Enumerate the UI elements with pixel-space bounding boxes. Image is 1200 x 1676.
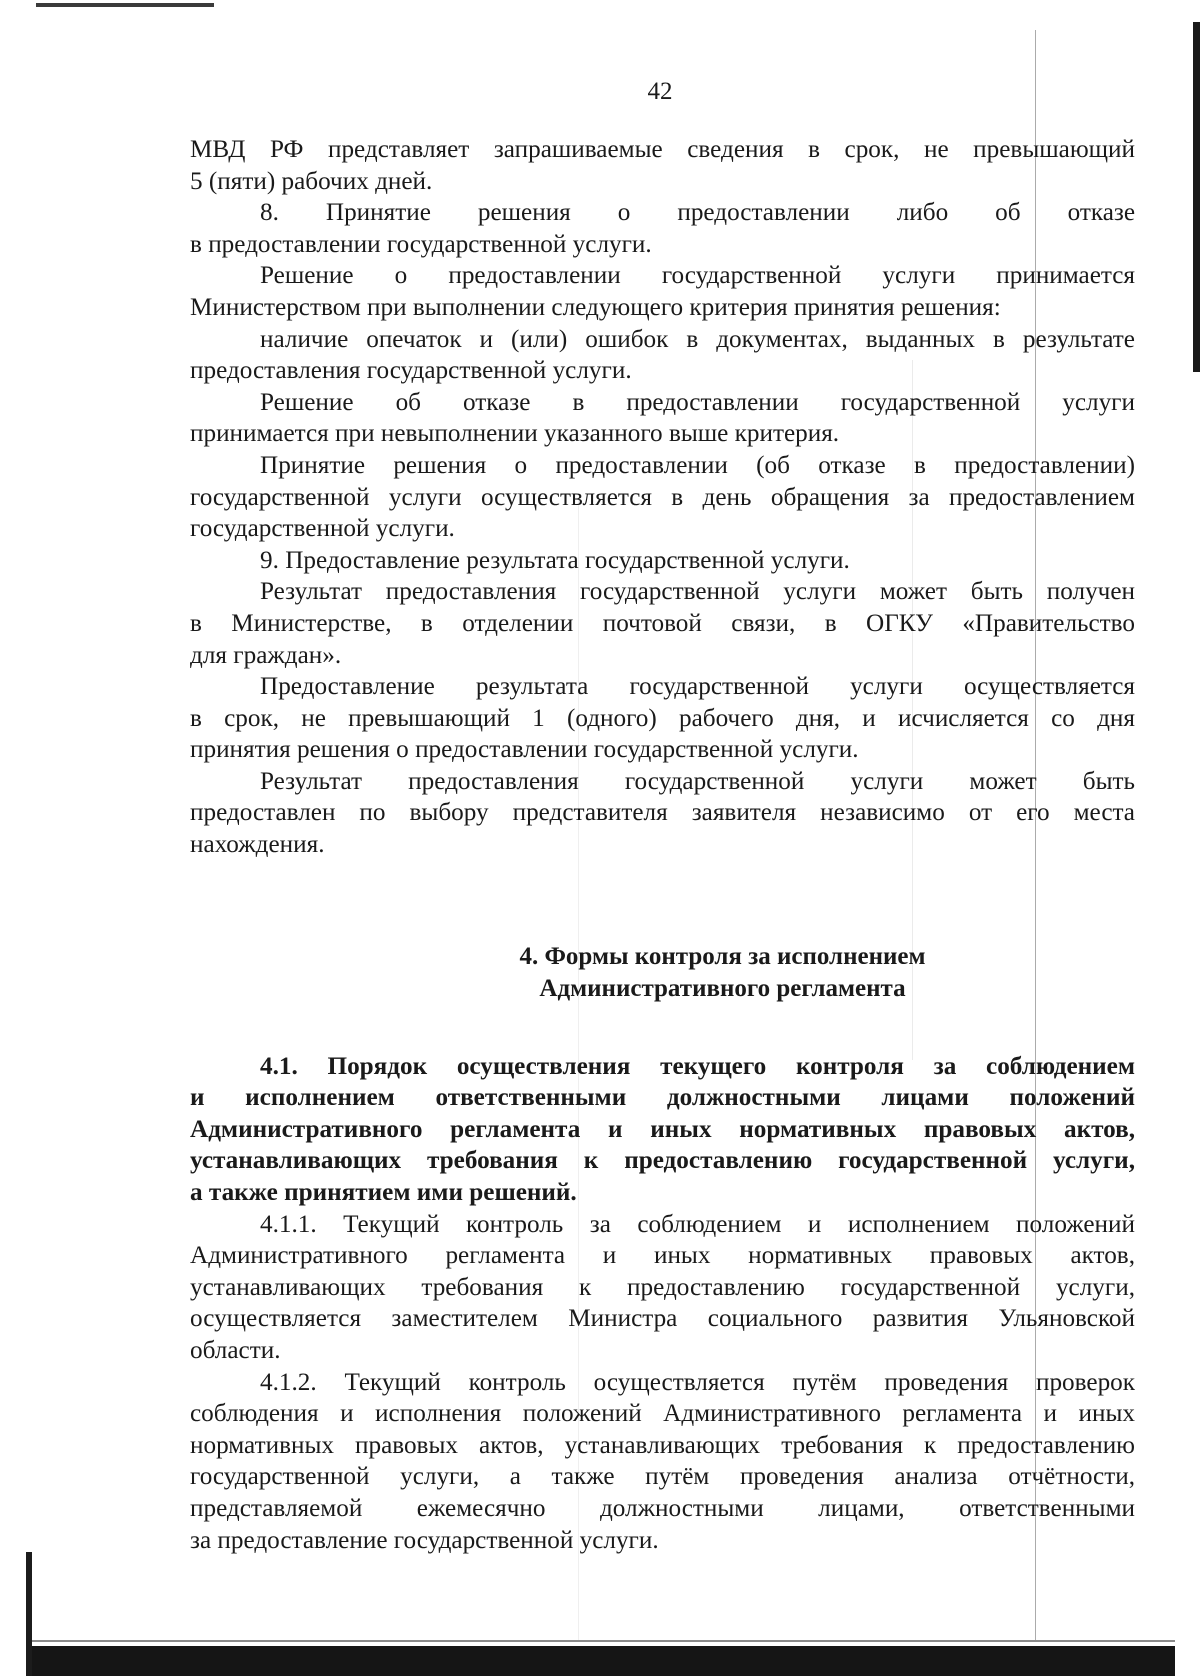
paragraph-line: нахождения.: [190, 831, 325, 859]
scan-artifact-bottom-line: [30, 1640, 1175, 1642]
subsection-heading: [190, 1051, 1135, 1209]
document-body: [190, 134, 1135, 1556]
paragraph-line: предоставления государственной услуги.: [190, 357, 632, 385]
paragraph-line: в срок, не превышающий 1 (одного) рабочего дня, и исчисляется со дня: [190, 704, 1135, 732]
paragraph-line: принятия решения о предоставлении государственной услуги.: [190, 736, 859, 764]
paragraph-line: предоставлен по выбору представителя заявителя независимо от его места: [190, 799, 1135, 827]
paragraphs-top: [190, 134, 1135, 861]
paragraph-line: 9. Предоставление результата государственной услуги.: [260, 546, 850, 574]
paragraph-line: Предоставление результата государственной услуги осуществляется: [260, 673, 1135, 701]
paragraph-line: Министерством при выполнении следующего критерия принятия решения:: [190, 293, 1001, 321]
scan-artifact-bottom: [30, 1646, 1175, 1676]
paragraph-line: государственной услуги осуществляется в день обращения за предоставлением: [190, 483, 1135, 511]
paragraph-line: 8. Принятие решения о предоставлении либо об отказе: [260, 199, 1135, 227]
paragraph-line: принимается при невыполнении указанного выше критерия.: [190, 420, 840, 448]
paragraph-line: государственной услуги, а также путём проведения анализа отчётности,: [190, 1463, 1135, 1491]
subsection-heading-line: а также принятием ими решений.: [190, 1179, 577, 1207]
paragraph-line: представляемой ежемесячно должностными лицами, ответственными: [190, 1494, 1135, 1522]
paragraph-line: устанавливающих требования к предоставлению государственной услуги,: [190, 1273, 1135, 1301]
paragraph-line: в предоставлении государственной услуги.: [190, 230, 652, 258]
paragraph-line: Результат предоставления государственной услуги может быть: [260, 767, 1135, 795]
paragraph-line: в Министерстве, в отделении почтовой связи, в ОГКУ «Правительство: [190, 609, 1135, 637]
paragraphs-bottom: [190, 1209, 1135, 1557]
section-heading-line-2: Административного регламента: [539, 974, 906, 1002]
paragraph-line: нормативных правовых актов, устанавливающих требования к предоставлению: [190, 1431, 1135, 1459]
paragraph-line: наличие опечаток и (или) ошибок в документах, выданных в результате: [260, 325, 1135, 353]
paragraph-line: Принятие решения о предоставлении (об отказе в предоставлении): [260, 451, 1135, 479]
subsection-heading-line: 4.1. Порядок осуществления текущего контроля за соблюдением: [260, 1052, 1135, 1080]
paragraph-line: 4.1.2. Текущий контроль осуществляется путём проведения проверок: [260, 1368, 1135, 1396]
paragraph-line: Результат предоставления государственной услуги может быть получен: [260, 578, 1135, 606]
paragraph-line: осуществляется заместителем Министра социального развития Ульяновской: [190, 1305, 1135, 1333]
section-heading-line-1: 4. Формы контроля за исполнением: [519, 942, 926, 970]
section-heading: [190, 941, 1135, 1005]
page-number: 42: [647, 78, 673, 105]
subsection-heading-line: устанавливающих требования к предоставлению государственной услуги,: [190, 1147, 1135, 1175]
subsection-heading-line: и исполнением ответственными должностными лицами положений: [190, 1084, 1135, 1112]
scan-artifact-left-edge: [26, 1552, 32, 1676]
paragraph-line: Решение об отказе в предоставлении государственной услуги: [260, 388, 1135, 416]
paragraph-line: МВД РФ представляет запрашиваемые сведения в срок, не превышающий: [190, 136, 1135, 163]
paragraph-line: 5 (пяти) рабочих дней.: [190, 167, 433, 195]
paragraph-line: соблюдения и исполнения положений Административного регламента и иных: [190, 1400, 1135, 1428]
paragraph-line: для граждан».: [190, 641, 342, 669]
paragraph-line: государственной услуги.: [190, 515, 455, 543]
paragraph-line: за предоставление государственной услуги.: [190, 1526, 659, 1554]
scan-artifact-right-edge: [1193, 22, 1200, 372]
subsection-heading-line: Административного регламента и иных нормативных правовых актов,: [190, 1115, 1135, 1143]
paragraph-line: области.: [190, 1337, 281, 1364]
paragraph-line: Административного регламента и иных нормативных правовых актов,: [190, 1242, 1135, 1270]
paragraph-line: Решение о предоставлении государственной услуги принимается: [260, 262, 1135, 290]
paragraph-line: 4.1.1. Текущий контроль за соблюдением и исполнением положений: [260, 1210, 1135, 1238]
scan-artifact-top: [36, 3, 214, 7]
